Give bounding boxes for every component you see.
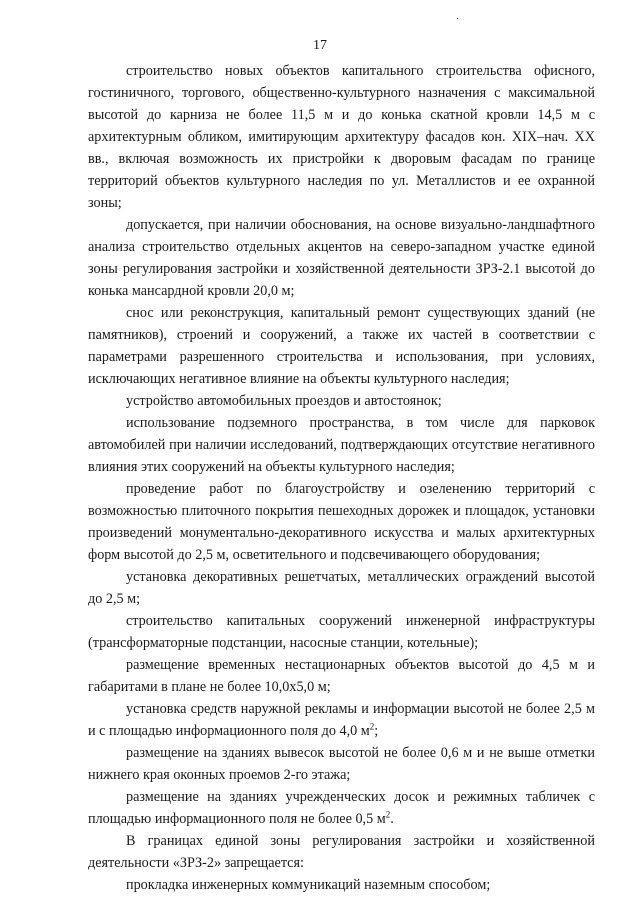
paragraph: прокладка инженерных коммуникаций наземным способом; [126,877,491,893]
body-text [88,60,595,896]
superscript: 2 [369,721,375,732]
paragraph: строительство капитальных сооружений инженерной инфраструктуры (трансформаторные подстанции, насосные станции, котельные); [88,613,595,651]
paragraph: допускается, при наличии обоснования, на основе визуально-ландшафтного анализа строительство отдельных акцентов на северо-западном участке единой зоны регулирования застройки и хозяйственной деятельности ЗРЗ-2.1 высотой до конька мансардной кровли 20,0 м; [88,217,595,299]
superscript: 2 [385,809,391,820]
paragraph: установка декоративных решетчатых, металлических ограждений высотой до 2,5 м; [88,569,595,607]
paragraph: проведение работ по благоустройству и озеленению территорий с возможностью плиточного покрытия пешеходных дорожек и площадок, установки произведений монументально-декоративного искусства и малых архитектурных форм высотой до 2,5 м, осветительного и подсвечивающего оборудования; [88,481,595,563]
corner-mark: · [456,14,460,25]
paragraph: размещение временных нестационарных объектов высотой до 4,5 м и габаритами в плане не более 10,0х5,0 м; [88,657,595,695]
paragraph: В границах единой зоны регулирования застройки и хозяйственной деятельности «ЗРЗ-2» запрещается: [88,833,595,871]
paragraph: устройство автомобильных проездов и автостоянок; [126,393,442,409]
paragraph: снос или реконструкция, капитальный ремонт существующих зданий (не памятников), строений и сооружений, а также их частей в соответствии с параметрами разрешенного строительства и использования, при условиях, исключающих негативное влияние на объекты культурного наследия; [88,305,595,387]
paragraph: строительство новых объектов капитального строительства офисного, гостиничного, торгового, общественно-культурного назначения с максимальной высотой до карниза не более 11,5 м и до конька скатной кровли 14,5 м с архитектурным обликом, имитирующим архитектуру фасадов кон. XIX–нач. XX вв., включая возможность их пристройки к дворовым фасадам по границе территорий объектов культурного наследия по ул. Металлистов и ее охранной зоны; [88,63,595,211]
paragraph: установка средств наружной рекламы и информации высотой не более 2,5 м и с площадью информационного поля до 4,0 $м^2$; [88,701,595,739]
paragraph: использование подземного пространства, в том числе для парковок автомобилей при наличии исследований, подтверждающих отсутствие негативного влияния этих сооружений на объекты культурного наследия; [88,415,595,475]
page-number: 17 [313,38,327,53]
paragraph: размещение на зданиях учрежденческих досок и режимных табличек с площадью информационного поля не более 0,5 $м^2$. [88,789,595,827]
paragraph: размещение на зданиях вывесок высотой не более 0,6 м и не выше отметки нижнего края оконных проемов 2-го этажа; [88,745,595,783]
